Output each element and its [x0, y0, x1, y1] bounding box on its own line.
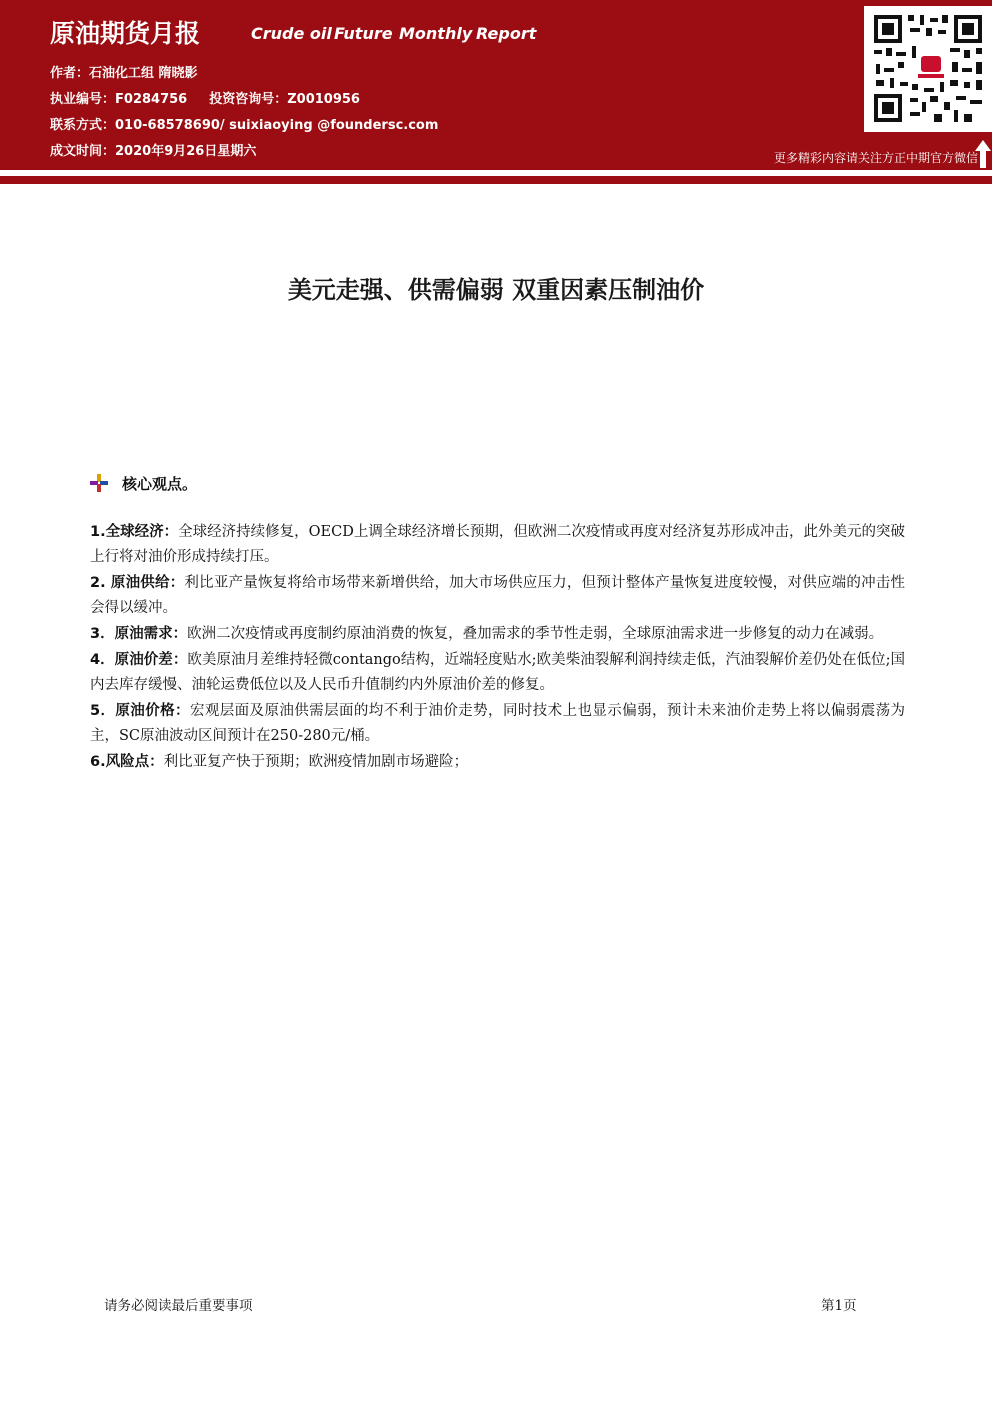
author-label: 作者： [50, 66, 90, 81]
consult-label: 投资咨询号： [209, 92, 288, 107]
point-global-economy [90, 520, 905, 570]
contact-line [50, 114, 438, 133]
author-name: 石油化工组 隋晓影 [89, 66, 198, 81]
report-date: 2020年9月26日星期六 [115, 144, 257, 159]
license-number: F0284756 [115, 92, 188, 107]
contact-info[interactable]: 010-68578690/ suixiaoying @foundersc.com [115, 118, 439, 133]
wechat-qr-code [864, 6, 992, 132]
point-risk [90, 750, 905, 775]
point-key: 6.风险点： [90, 754, 164, 770]
header-divider [0, 176, 992, 184]
author-line [50, 62, 198, 81]
qr-code-icon [864, 6, 992, 132]
point-crude-supply [90, 571, 905, 621]
report-header-band [0, 0, 992, 170]
point-key: 3．原油需求： [90, 626, 188, 642]
core-points-list [90, 520, 905, 776]
contact-label: 联系方式： [50, 118, 116, 133]
point-crude-price [90, 699, 905, 749]
point-crude-spread [90, 648, 905, 698]
point-text: 欧洲二次疫情或再度制约原油消费的恢复，叠加需求的季节性走弱，全球原油需求进一步修复的动力在减弱。 [187, 626, 884, 642]
report-series-title: 原油期货月报 [50, 19, 201, 48]
point-key: 1.全球经济： [90, 524, 179, 540]
report-series-title-en-1: Crude oil [251, 24, 332, 43]
point-text: 宏观层面及原油供需层面的均不利于油价走势，同时技术上也显示偏弱，预计未来油价走势上将以偏弱震荡为主，SC原油波动区间预计在250-280元/桶。 [90, 703, 905, 744]
point-text: 欧美原油月差维持轻微contango结构，近端轻度贴水;欧美柴油裂解利润持续走低，汽油裂解价差仍处在低位;国内去库存缓慢、油轮运费低位以及人民币升值制约内外原油价差的修复。 [90, 652, 905, 693]
point-text: 利比亚复产快于预期；欧洲疫情加剧市场避险； [163, 754, 469, 770]
core-views-label: 核心观点。 [122, 474, 198, 493]
point-key: 4．原油价差： [90, 652, 188, 668]
license-label: 执业编号： [50, 92, 116, 107]
report-series-title-en-2: Future [334, 24, 393, 43]
point-crude-demand [90, 622, 905, 647]
date-label: 成文时间： [50, 144, 116, 159]
report-series-title-en-3: Monthly [399, 24, 473, 43]
core-views-heading [90, 471, 197, 495]
report-title: 美元走强、供需偏弱 双重因素压制油价 [287, 276, 705, 304]
date-line [50, 140, 256, 159]
bullet-diamond-icon [90, 474, 108, 492]
license-line [50, 88, 360, 107]
point-key: 2. 原油供给： [90, 575, 185, 591]
footer-disclaimer-notice: 请务必阅读最后重要事项 [104, 1298, 253, 1314]
point-key: 5．原油价格： [90, 703, 190, 719]
wechat-follow-note: 更多精彩内容请关注方正中期官方微信 [773, 151, 978, 165]
point-text: 全球经济持续修复，OECD上调全球经济增长预期，但欧洲二次疫情或再度对经济复苏形成冲击，此外美元的突破上行将对油价形成持续打压。 [90, 524, 905, 565]
report-series-title-en-4: Report [476, 24, 537, 43]
consult-number: Z0010956 [287, 92, 360, 107]
point-text: 利比亚产量恢复将给市场带来新增供给，加大市场供应压力，但预计整体产量恢复进度较慢，对供应端的冲击性会得以缓冲。 [90, 575, 905, 616]
page-number: 第1页 [821, 1298, 857, 1314]
